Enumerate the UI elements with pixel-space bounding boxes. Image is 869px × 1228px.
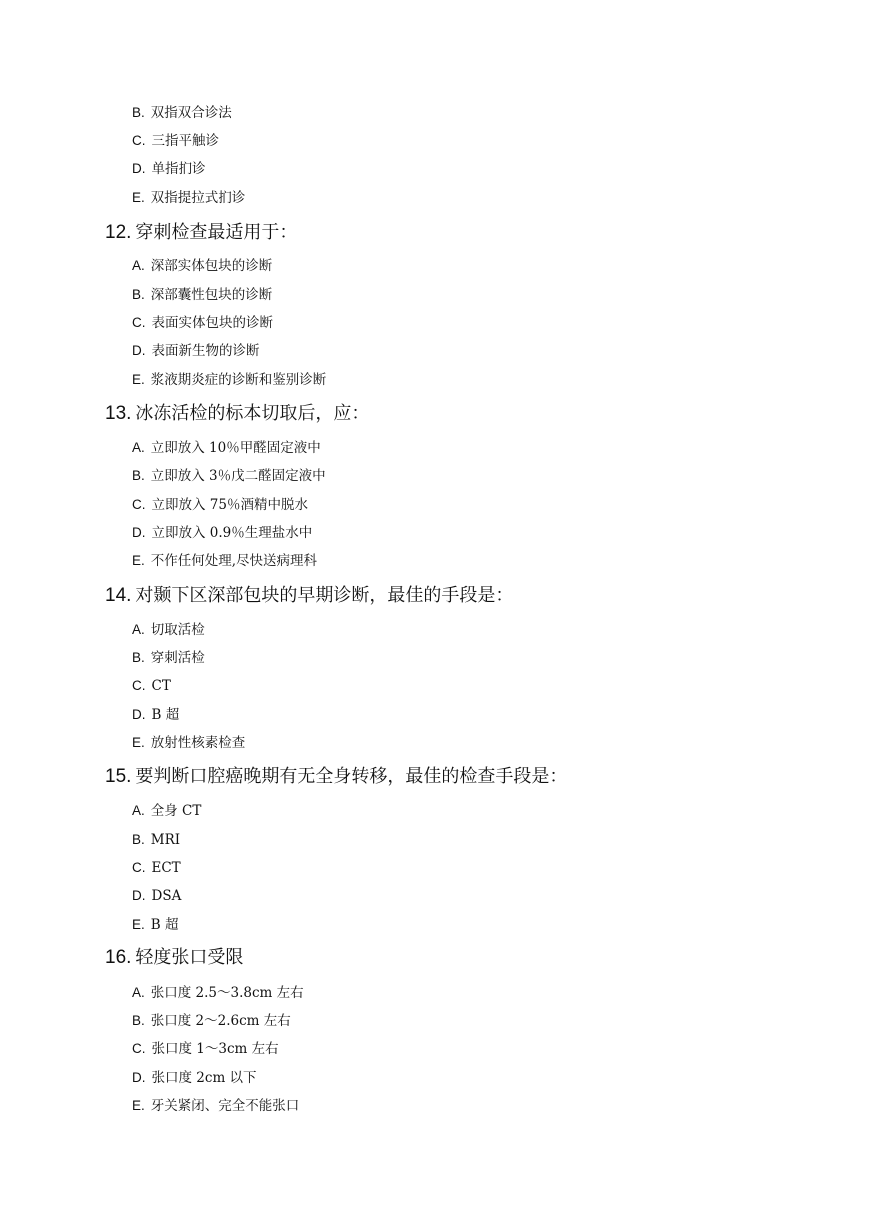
option-text: 不作任何处理,尽快送病理科: [150, 553, 318, 569]
option-letter: D.: [132, 707, 146, 722]
option-text: 深部囊性包块的诊断: [150, 287, 273, 303]
option-a: [132, 802, 201, 820]
question-15: [105, 764, 567, 789]
option-letter: B.: [132, 650, 145, 665]
option-letter: C.: [132, 678, 146, 693]
option-letter: A.: [132, 985, 145, 1000]
option-text: 张口度 2～2.6cm 左右: [150, 1013, 291, 1029]
option-c: [132, 314, 273, 332]
option-b: [132, 649, 205, 667]
question-number: 14.: [105, 585, 132, 606]
option-letter: B.: [132, 1013, 145, 1028]
option-text: 张口度 2cm 以下: [151, 1070, 257, 1086]
option-d: [132, 342, 260, 360]
option-text: 穿刺活检: [150, 650, 205, 666]
option-letter: B.: [132, 468, 145, 483]
option-a: [132, 257, 272, 275]
option-letter: D.: [132, 343, 146, 358]
option-letter: D.: [132, 161, 146, 176]
question-text: 要判断口腔癌晚期有无全身转移，最佳的检查手段是：: [135, 766, 568, 787]
option-letter: D.: [132, 525, 146, 540]
option-letter: A.: [132, 622, 145, 637]
option-text: 单指扪诊: [151, 161, 206, 177]
option-letter: C.: [132, 315, 146, 330]
option-e: [132, 371, 326, 389]
question-number: 13.: [105, 403, 132, 424]
option-letter: B.: [132, 105, 145, 120]
option-letter: E.: [132, 1098, 145, 1113]
question-text: 轻度张口受限: [135, 947, 244, 968]
option-text: 切取活检: [150, 622, 205, 638]
question-text: 对颞下区深部包块的早期诊断，最佳的手段是：: [135, 585, 514, 606]
option-b: [132, 467, 326, 485]
option-text: MRI: [150, 832, 181, 848]
question-16: [105, 945, 243, 970]
option-letter: B.: [132, 287, 145, 302]
option-letter: D.: [132, 888, 146, 903]
option-text: 浆液期炎症的诊断和鉴别诊断: [150, 372, 327, 388]
option-d: [132, 524, 312, 542]
option-text: 全身 CT: [150, 803, 202, 819]
question-14: [105, 583, 513, 608]
option-letter: E.: [132, 735, 145, 750]
option-text: DSA: [151, 888, 182, 904]
option-letter: C.: [132, 1041, 146, 1056]
option-text: 双指提拉式扪诊: [150, 190, 246, 206]
option-letter: E.: [132, 190, 145, 205]
option-letter: C.: [132, 497, 146, 512]
question-number: 16.: [105, 947, 132, 968]
option-e: [132, 734, 245, 752]
option-text: 立即放入 3％戊二醛固定液中: [150, 468, 326, 484]
option-text: 双指双合诊法: [150, 105, 232, 121]
question-text: 穿刺检查最适用于：: [135, 222, 298, 243]
question-13: [105, 401, 369, 426]
option-text: 立即放入 75％酒精中脱水: [151, 497, 308, 513]
option-c: [132, 496, 308, 514]
option-text: 牙关紧闭、完全不能张口: [150, 1098, 300, 1114]
question-12: [105, 220, 297, 245]
option-d: [132, 887, 181, 905]
question-number: 15.: [105, 766, 132, 787]
option-text: B 超: [151, 707, 180, 723]
option-letter: A.: [132, 440, 145, 455]
option-text: ECT: [151, 860, 181, 876]
option-b: [132, 831, 180, 849]
option-c: [132, 132, 219, 150]
option-letter: D.: [132, 1070, 146, 1085]
option-text: 张口度 2.5～3.8cm 左右: [150, 985, 304, 1001]
option-text: 立即放入 10％甲醛固定液中: [150, 440, 321, 456]
question-number: 12.: [105, 222, 132, 243]
option-letter: E.: [132, 917, 145, 932]
option-letter: A.: [132, 258, 145, 273]
option-text: 表面新生物的诊断: [151, 343, 260, 359]
option-e: [132, 552, 317, 570]
option-b: [132, 104, 232, 122]
option-d: [132, 706, 179, 724]
option-letter: C.: [132, 860, 146, 875]
option-letter: B.: [132, 832, 145, 847]
option-text: 张口度 1～3cm 左右: [151, 1041, 279, 1057]
option-text: CT: [151, 678, 171, 694]
option-c: [132, 677, 171, 695]
option-letter: A.: [132, 803, 145, 818]
option-text: 立即放入 0.9％生理盐水中: [151, 525, 313, 541]
option-text: 表面实体包块的诊断: [151, 315, 273, 331]
option-a: [132, 621, 205, 639]
option-text: B 超: [150, 917, 179, 933]
option-letter: C.: [132, 133, 146, 148]
option-c: [132, 1040, 279, 1058]
option-letter: E.: [132, 372, 145, 387]
option-text: 深部实体包块的诊断: [150, 258, 273, 274]
option-e: [132, 1097, 299, 1115]
option-text: 三指平触诊: [151, 133, 219, 149]
option-letter: E.: [132, 553, 145, 568]
option-b: [132, 286, 272, 304]
option-d: [132, 160, 206, 178]
option-e: [132, 189, 245, 207]
option-a: [132, 439, 321, 457]
option-a: [132, 984, 304, 1002]
question-text: 冰冻活检的标本切取后，应：: [135, 403, 370, 424]
option-b: [132, 1012, 291, 1030]
option-d: [132, 1069, 257, 1087]
option-text: 放射性核素检查: [150, 735, 246, 751]
option-c: [132, 859, 181, 877]
option-e: [132, 916, 178, 934]
